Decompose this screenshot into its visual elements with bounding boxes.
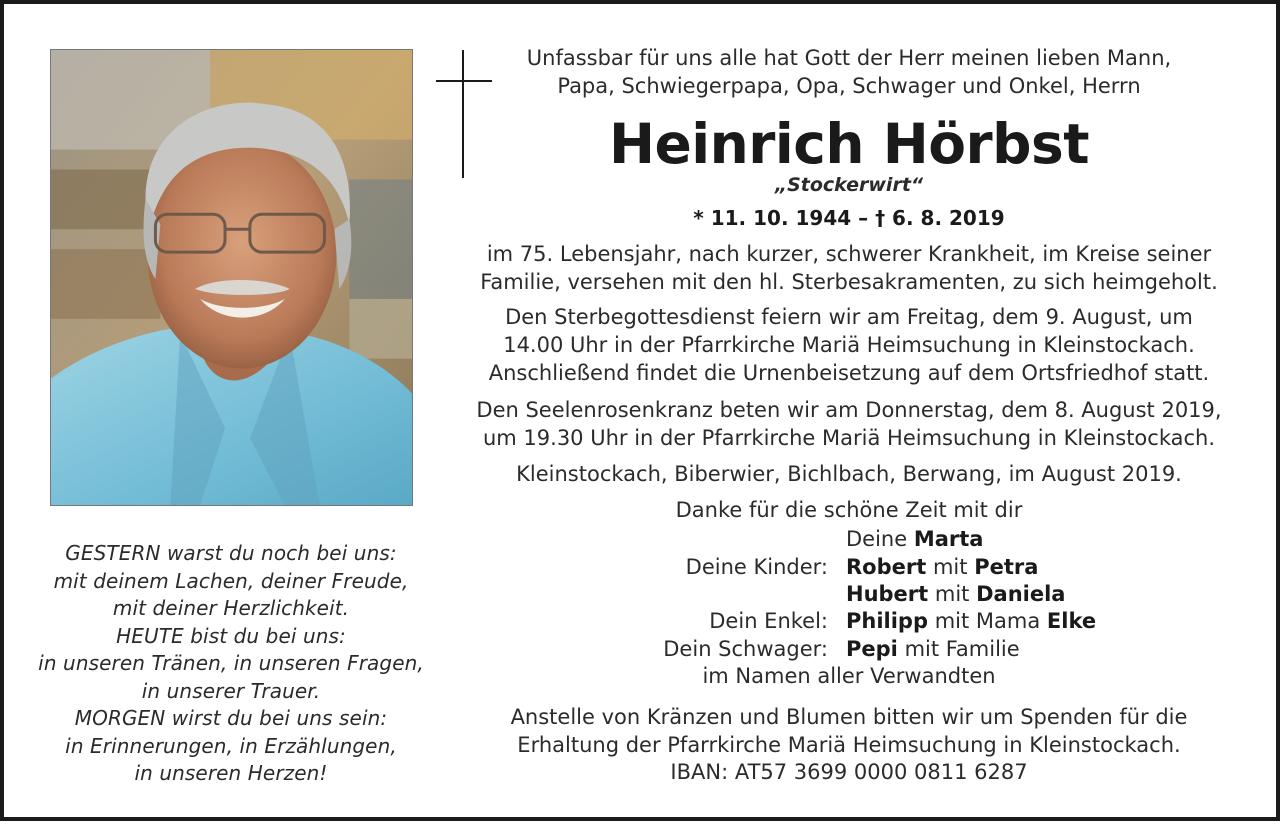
intro-line: Unfassbar für uns alle hat Gott der Herr meinen lieben Mann, xyxy=(526,46,1172,70)
service-line: 14.00 Uhr in der Pfarrkirche Mariä Heimsuchung in Kleinstockach. xyxy=(503,333,1195,357)
poem-line: in unseren Herzen! xyxy=(134,761,328,785)
signature-wife: Deine Marta xyxy=(846,527,984,551)
signature-block xyxy=(4,4,1280,825)
poem-line: in unserer Trauer. xyxy=(141,678,321,703)
poem-line: in unseren Tränen, in unseren Fragen, xyxy=(38,651,424,675)
donation-line: Anstelle von Kränzen und Blumen bitten wir um Spenden für die xyxy=(510,705,1188,729)
signature-brother-in-law: Pepi mit Familie xyxy=(846,637,1020,661)
relatives-line: im Namen aller Verwandten xyxy=(702,664,996,688)
children-label: Deine Kinder: xyxy=(685,555,828,579)
place-date: Kleinstockach, Biberwier, Bichlbach, Berwang, im August 2019. xyxy=(516,462,1182,486)
passing-line: im 75. Lebensjahr, nach kurzer, schwerer Krankheit, im Kreise seiner xyxy=(486,242,1212,266)
passing-line: Familie, versehen mit den hl. Sterbesakramenten, zu sich heimgeholt. xyxy=(480,270,1218,294)
iban-line: IBAN: AT57 3699 0000 0811 6287 xyxy=(670,760,1028,784)
donation-line: Erhaltung der Pfarrkirche Mariä Heimsuchung in Kleinstockach. xyxy=(517,733,1181,757)
rosary-line: um 19.30 Uhr in der Pfarrkirche Mariä Heimsuchung in Kleinstockach. xyxy=(482,426,1216,450)
signature-grandchild: Philipp mit Mama Elke xyxy=(846,609,1097,633)
poem-line: GESTERN warst du noch bei uns: xyxy=(65,541,397,565)
nickname: „Stockerwirt“ xyxy=(774,174,924,196)
intro-line: Papa, Schwiegerpapa, Opa, Schwager und Onkel, Herrn xyxy=(557,74,1141,98)
poem-line: mit deinem Lachen, deiner Freude, xyxy=(53,568,409,593)
poem-line: in Erinnerungen, in Erzählungen, xyxy=(65,733,397,758)
poem-line: mit deiner Herzlichkeit. xyxy=(112,596,350,620)
life-dates: * 11. 10. 1944 – † 6. 8. 2019 xyxy=(693,206,1005,230)
service-line: Anschließend findet die Urnenbeisetzung auf dem Ortsfriedhof statt. xyxy=(488,361,1210,385)
signature-child-2: Hubert mit Daniela xyxy=(846,582,1066,606)
signature-child-1: Robert mit Petra xyxy=(846,555,1039,579)
service-line: Den Sterbegottesdienst feiern wir am Freitag, dem 9. August, um xyxy=(505,305,1193,329)
poem-line: HEUTE bist du bei uns: xyxy=(116,623,346,648)
poem-line: MORGEN wirst du bei uns sein: xyxy=(74,706,388,730)
brother-in-law-label: Dein Schwager: xyxy=(663,637,828,661)
thanks-line: Danke für die schöne Zeit mit dir xyxy=(675,498,1023,522)
deceased-name: Heinrich Hörbst xyxy=(608,112,1090,176)
rosary-line: Den Seelenrosenkranz beten wir am Donnerstag, dem 8. August 2019, xyxy=(476,398,1222,422)
grandchild-label: Dein Enkel: xyxy=(709,609,828,633)
